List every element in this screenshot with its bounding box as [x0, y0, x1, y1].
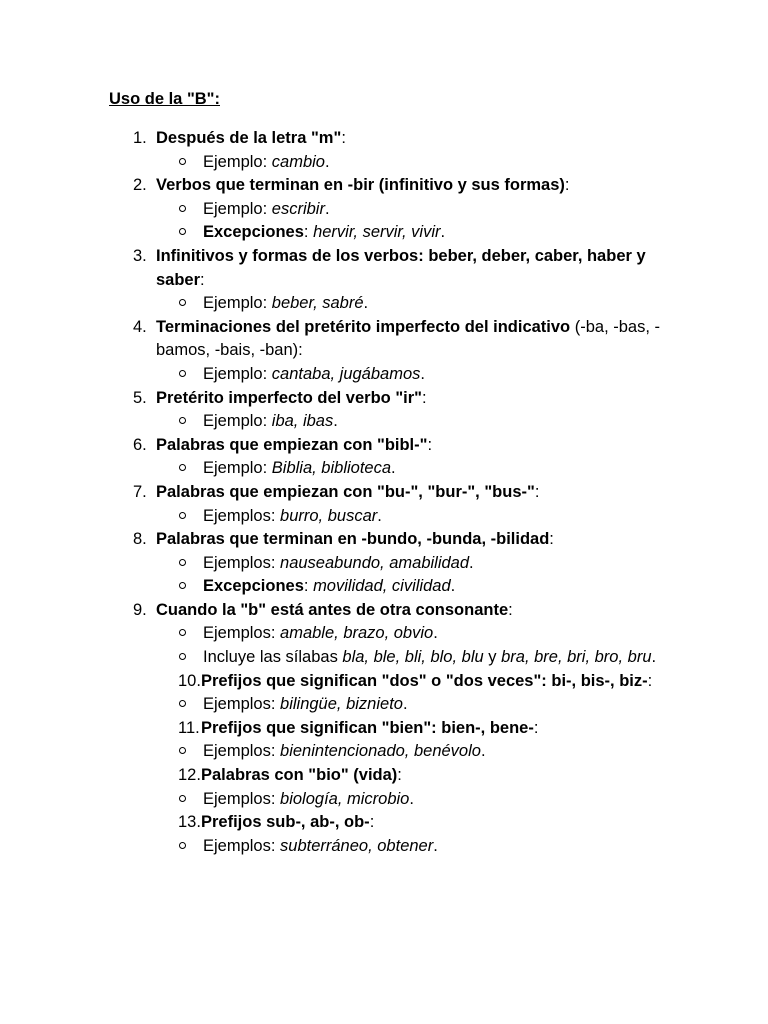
example-words: escribir: [271, 199, 325, 218]
heading-text: Palabras que empiezan con "bu-", "bur-", "bus-": [156, 482, 535, 501]
circle-bullet-icon: [179, 512, 186, 519]
circle-bullet-icon: [179, 629, 186, 636]
sub-item: [0, 363, 768, 387]
sub-item: [0, 221, 768, 245]
sub-end: .: [480, 742, 486, 761]
circle-bullet-icon: [179, 559, 186, 566]
circle-bullet-icon: [179, 700, 186, 707]
heading-trail: :: [200, 270, 205, 289]
list-item-number: 1.: [133, 129, 147, 147]
list-item-number: 3.: [133, 246, 147, 265]
heading-text: Palabras con "bio" (vida): [201, 766, 398, 785]
list-item: [0, 245, 768, 316]
list-item-number: 13.: [178, 813, 201, 832]
example-words: bienintencionado, benévolo: [280, 742, 481, 761]
circle-bullet-icon: [179, 582, 186, 589]
heading-trail: :: [647, 671, 653, 690]
list-item: [0, 127, 768, 174]
example-words: Biblia, biblioteca: [271, 459, 392, 478]
list-item-number: 2.: [133, 176, 147, 195]
sub-end: .: [402, 695, 408, 714]
heading-text: Después de la letra "m": [156, 129, 342, 147]
sub-item: [0, 198, 768, 222]
heading-text: Prefijos que significan "dos" o "dos veces": bi-, bis-, biz-: [201, 671, 648, 690]
list-item-number: 6.: [133, 435, 147, 454]
list-item-heading: [0, 481, 768, 505]
list-item-number: 9.: [133, 600, 147, 619]
example-words: beber, sabré: [271, 294, 364, 313]
example-words: amable, brazo, obvio: [280, 624, 434, 643]
example-words: bla, ble, bli, blo, blu: [342, 648, 484, 667]
list-item-heading: [0, 670, 768, 694]
heading-trail: :: [533, 718, 539, 737]
sub-label: Incluye las sílabas: [203, 648, 343, 667]
heading-trail: :: [427, 435, 433, 454]
heading-text: Palabras que terminan en -bundo, -bunda, -bilidad: [156, 530, 550, 549]
list-item: [0, 481, 768, 528]
circle-bullet-icon: [179, 747, 186, 754]
heading-text: Prefijos que significan "bien": bien-, bene-: [201, 718, 534, 737]
list-item: [0, 599, 768, 670]
heading-text: Prefijos sub-, ab-, ob-: [201, 813, 370, 832]
list-item: [0, 717, 768, 764]
sub-label: Ejemplo:: [203, 152, 272, 171]
example-words: subterráneo, obtener: [280, 836, 434, 855]
circle-bullet-icon: [179, 228, 186, 235]
rules-list: [0, 127, 768, 858]
list-item: [0, 811, 768, 858]
circle-bullet-icon: [179, 370, 186, 377]
sub-item: [0, 505, 768, 529]
example-words: burro, buscar: [280, 506, 378, 525]
list-item-number: 11.: [178, 718, 200, 737]
heading-trail: :: [397, 766, 402, 785]
example-words: iba, ibas: [271, 412, 334, 431]
list-item-heading: [0, 811, 768, 835]
sub-end: .: [324, 199, 330, 218]
heading-trail: (-ba, -bas, -bamos, -bais, -ban):: [156, 317, 660, 360]
example-words: cantaba, jugábamos: [271, 364, 421, 383]
sub-label: Ejemplo:: [203, 364, 272, 383]
list-item-heading: [0, 434, 768, 458]
sub-end: .: [450, 577, 456, 596]
sub-label: Ejemplos:: [203, 742, 281, 761]
list-item-heading: [0, 387, 768, 411]
circle-bullet-icon: [179, 205, 186, 212]
sub-item: [0, 740, 768, 764]
sub-item: [0, 646, 768, 670]
sub-end: .: [433, 836, 438, 855]
list-item-heading: [0, 127, 768, 151]
sub-label-bold: Excepciones: [203, 223, 304, 242]
circle-bullet-icon: [179, 795, 186, 802]
heading-trail: :: [549, 530, 554, 549]
circle-bullet-icon: [179, 842, 186, 849]
sub-connector: y: [483, 648, 502, 667]
list-item-heading: [0, 528, 768, 552]
list-item-number: 5.: [133, 388, 147, 407]
sub-label: Ejemplos:: [203, 695, 281, 714]
list-item: [0, 174, 768, 245]
sub-end: .: [324, 152, 330, 171]
list-item-heading: [0, 599, 768, 623]
sub-item: [0, 292, 768, 316]
sub-label-bold: Excepciones: [203, 577, 304, 596]
sub-item: [0, 835, 768, 859]
sub-item: [0, 575, 768, 599]
heading-trail: :: [508, 600, 513, 619]
example-words: bilingüe, biznieto: [280, 695, 403, 714]
example-words: movilidad, civilidad: [313, 577, 451, 596]
heading-text: Palabras que empiezan con "bibl-": [156, 435, 428, 454]
list-item-heading: [0, 174, 768, 198]
example-words: hervir, servir, vivir: [313, 223, 441, 242]
heading-text: Terminaciones del pretérito imperfecto del indicativo: [156, 317, 571, 336]
sub-item: [0, 552, 768, 576]
sub-end: .: [433, 624, 438, 643]
sub-end: .: [363, 294, 369, 313]
list-item: [0, 316, 768, 387]
sub-label: Ejemplos:: [203, 836, 281, 855]
sub-label: Ejemplo:: [203, 412, 272, 431]
example-words: cambio: [271, 152, 325, 171]
sub-label: Ejemplos:: [203, 506, 281, 525]
sub-item: [0, 151, 768, 175]
list-item: [0, 670, 768, 717]
sub-item: [0, 788, 768, 812]
heading-trail: :: [564, 176, 570, 195]
heading-text: Cuando la "b" está antes de otra consonante: [156, 600, 509, 619]
circle-bullet-icon: [179, 299, 186, 306]
list-item-number: 8.: [133, 530, 147, 549]
sub-end: .: [651, 648, 657, 667]
example-words: bra, bre, bri, bro, bru: [501, 648, 652, 667]
sub-item: [0, 410, 768, 434]
heading-text: Infinitivos y formas de los verbos: beber, deber, caber, haber y saber: [156, 246, 646, 289]
sub-end: .: [333, 412, 338, 431]
list-item-number: 12.: [178, 766, 201, 785]
list-item-number: 10.: [178, 671, 201, 690]
sub-label: Ejemplo:: [203, 294, 272, 313]
sub-label: :: [303, 577, 314, 596]
heading-trail: :: [421, 388, 427, 407]
heading-trail: :: [534, 482, 540, 501]
sub-label: Ejemplos:: [203, 553, 281, 572]
sub-end: .: [391, 459, 396, 478]
list-item-number: 7.: [133, 482, 147, 501]
sub-end: .: [409, 789, 414, 808]
circle-bullet-icon: [179, 417, 186, 424]
circle-bullet-icon: [179, 158, 186, 165]
sub-label: Ejemplos:: [203, 624, 281, 643]
heading-text: Verbos que terminan en -bir (infinitivo y sus formas): [156, 176, 565, 195]
sub-item: [0, 457, 768, 481]
sub-item: [0, 693, 768, 717]
circle-bullet-icon: [179, 653, 186, 660]
heading-text: Pretérito imperfecto del verbo "ir": [156, 388, 422, 407]
heading-trail: :: [369, 813, 375, 832]
example-words: biología, microbio: [280, 789, 410, 808]
heading-trail: :: [341, 129, 346, 147]
sub-label: Ejemplo:: [203, 199, 272, 218]
example-words: nauseabundo, amabilidad: [280, 553, 470, 572]
list-item: [0, 528, 768, 599]
list-item-number: 4.: [133, 317, 147, 336]
sub-end: .: [420, 364, 425, 383]
list-item: [0, 434, 768, 481]
list-item: [0, 387, 768, 434]
sub-label: :: [303, 223, 314, 242]
list-item-heading: [0, 717, 768, 741]
list-item-heading: [0, 316, 768, 363]
circle-bullet-icon: [179, 464, 186, 471]
document-title: Uso de la "B":: [109, 90, 220, 108]
list-item: [0, 764, 768, 811]
sub-item: [0, 622, 768, 646]
list-item-heading: [0, 245, 768, 292]
list-item-heading: [0, 764, 768, 788]
sub-label: Ejemplo:: [203, 459, 272, 478]
sub-label: Ejemplos:: [203, 789, 281, 808]
sub-end: .: [469, 553, 474, 572]
sub-end: .: [440, 223, 446, 242]
sub-end: .: [377, 506, 382, 525]
